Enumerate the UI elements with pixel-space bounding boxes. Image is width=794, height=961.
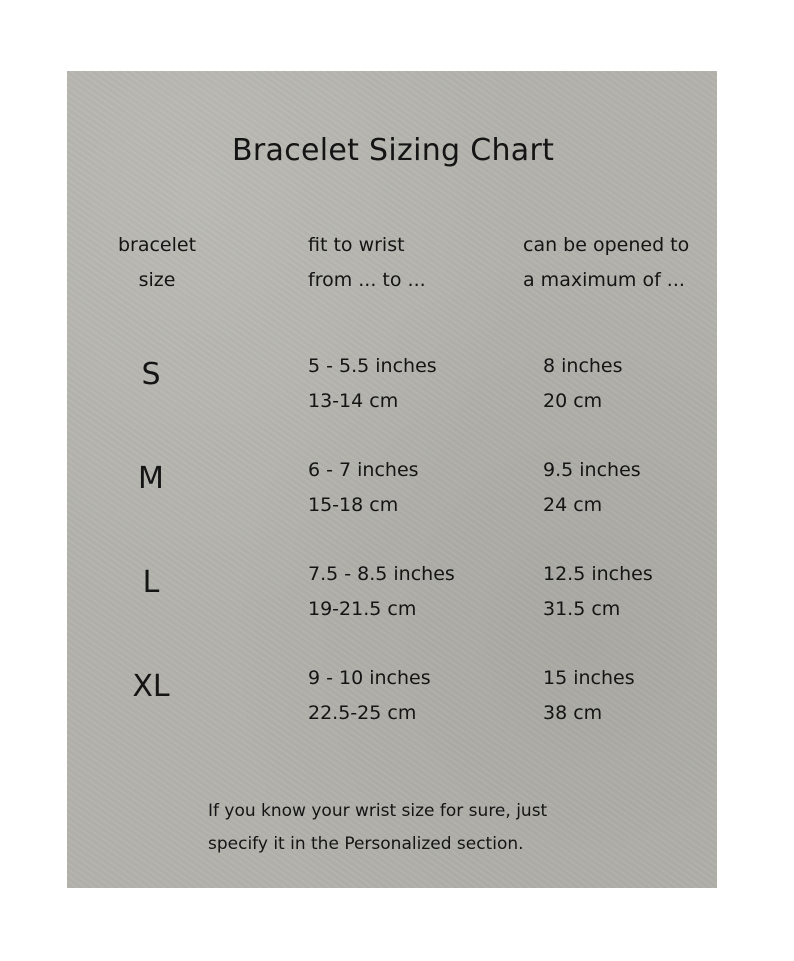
size-label-l: L — [142, 565, 160, 600]
max-opening-m — [543, 453, 641, 523]
header-fit-to-wrist — [308, 228, 426, 298]
fit-inches: 9 - 10 inches — [308, 667, 431, 689]
header-fit-line-1: fit to wrist — [308, 234, 405, 256]
header-fit-line-2: from ... to ... — [308, 269, 426, 291]
fit-inches: 7.5 - 8.5 inches — [308, 563, 455, 585]
max-inches: 15 inches — [543, 667, 635, 689]
fit-cm: 13-14 cm — [308, 390, 399, 412]
max-cm: 38 cm — [543, 702, 603, 724]
note-line-1: If you know your wrist size for sure, just — [208, 801, 548, 821]
fit-range-xl — [308, 661, 431, 731]
header-max-line-1: can be opened to — [523, 234, 690, 256]
max-opening-xl — [543, 661, 635, 731]
fit-range-m — [308, 453, 419, 523]
max-opening-l — [543, 557, 653, 627]
header-max-opening — [523, 228, 689, 298]
size-label-s: S — [141, 357, 161, 392]
size-label-xl: XL — [132, 669, 170, 704]
max-cm: 31.5 cm — [543, 598, 621, 620]
header-bracelet-size — [105, 228, 209, 298]
max-opening-s — [543, 349, 623, 419]
fit-inches: 5 - 5.5 inches — [308, 355, 437, 377]
header-max-line-2: a maximum of ... — [523, 269, 685, 291]
size-label-m: M — [138, 461, 164, 496]
fit-cm: 22.5-25 cm — [308, 702, 417, 724]
fit-cm: 15-18 cm — [308, 494, 399, 516]
max-inches: 8 inches — [543, 355, 623, 377]
max-cm: 24 cm — [543, 494, 603, 516]
fit-cm: 19-21.5 cm — [308, 598, 417, 620]
header-size-line-2: size — [138, 269, 176, 291]
sizing-chart-card — [67, 71, 717, 888]
fit-inches: 6 - 7 inches — [308, 459, 419, 481]
fit-range-s — [308, 349, 437, 419]
header-size-line-1: bracelet — [117, 234, 197, 256]
max-cm: 20 cm — [543, 390, 603, 412]
note-line-2: specify it in the Personalized section. — [208, 834, 524, 854]
max-inches: 12.5 inches — [543, 563, 653, 585]
fit-range-l — [308, 557, 455, 627]
chart-title: Bracelet Sizing Chart — [232, 133, 555, 168]
personalization-note — [208, 795, 547, 861]
max-inches: 9.5 inches — [543, 459, 641, 481]
